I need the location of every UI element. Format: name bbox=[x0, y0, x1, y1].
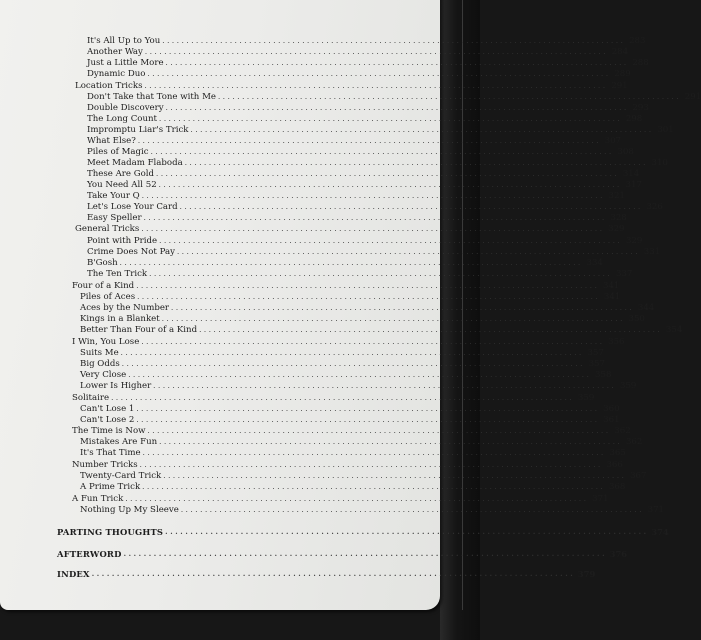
dot-leader: ................................................................................................ bbox=[144, 48, 609, 56]
chapter-page: 374 bbox=[651, 527, 669, 537]
entry-page: 368 bbox=[608, 482, 626, 492]
dot-leader: ................................................................................................ bbox=[121, 360, 585, 368]
section-title: General Tricks bbox=[75, 224, 140, 234]
dot-leader: ................................................................................................ bbox=[136, 405, 600, 413]
section-title: Four of a Kind bbox=[72, 281, 135, 291]
entry-title: Very Close bbox=[80, 370, 127, 380]
entry-title: Piles of Magic bbox=[87, 147, 149, 157]
entry-page: 289 bbox=[614, 69, 631, 79]
dot-leader: ................................................................................................ bbox=[162, 37, 626, 45]
entry-title: Mistakes Are Fun bbox=[80, 437, 158, 447]
entry-title: Kings in a Blanket bbox=[80, 314, 160, 324]
dot-leader: ................................................................................................ bbox=[137, 137, 602, 145]
dot-leader: ................................................................................................ bbox=[137, 293, 601, 301]
entry-page: 359 bbox=[619, 381, 637, 391]
entry-page: 329 bbox=[625, 236, 643, 246]
entry-title: Easy Speller bbox=[87, 213, 142, 223]
dot-leader: ................................................................................................ bbox=[171, 304, 635, 312]
entry-page: 293 bbox=[632, 103, 649, 113]
dot-leader: ................................................................................................ bbox=[161, 315, 625, 323]
chapter-title: INDEX bbox=[57, 569, 90, 579]
dot-leader: ................................................................................................ bbox=[165, 527, 649, 536]
dot-leader: ................................................................................................ bbox=[141, 338, 605, 346]
entry-title: A Prime Trick bbox=[80, 482, 141, 492]
toc-entry bbox=[80, 446, 626, 458]
entry-page: 354 bbox=[665, 325, 683, 335]
section-title: The Time is Now bbox=[72, 426, 146, 436]
entry-title: Point with Pride bbox=[87, 236, 158, 246]
toc-section bbox=[75, 222, 625, 234]
section-page: 341 bbox=[603, 281, 620, 291]
dot-leader: ................................................................................................ bbox=[176, 248, 641, 256]
entry-title: The Long Count bbox=[87, 114, 158, 124]
entry-title: Just a Little More bbox=[87, 58, 164, 68]
dot-leader: ................................................................................................ bbox=[184, 159, 648, 167]
section-title: I Win, You Lose bbox=[72, 337, 140, 347]
section-title: A Fun Trick bbox=[72, 494, 124, 504]
entry-page: 360 bbox=[603, 404, 620, 414]
entry-title: Nothing Up My Sleeve bbox=[80, 505, 179, 515]
dot-leader: ................................................................................................ bbox=[144, 82, 608, 90]
entry-page: 328 bbox=[610, 213, 627, 223]
section-page: 329 bbox=[608, 224, 625, 234]
entry-title: Better Than Four of a Kind bbox=[80, 325, 198, 335]
dot-leader: ................................................................................................ bbox=[142, 449, 606, 457]
dot-leader: ................................................................................................ bbox=[163, 472, 627, 480]
entry-page: 301 bbox=[657, 125, 674, 135]
entry-title: The Ten Trick bbox=[87, 269, 148, 279]
entry-page: 298 bbox=[625, 114, 643, 124]
dot-leader: ................................................................................................ bbox=[147, 70, 611, 78]
dot-leader: ................................................................................................ bbox=[150, 148, 614, 156]
toc-entry bbox=[80, 503, 665, 515]
dot-leader: ................................................................................................ bbox=[159, 438, 623, 446]
section-title: Solitaire bbox=[72, 393, 110, 403]
dot-leader: ................................................................................................ bbox=[147, 427, 611, 435]
toc-entry bbox=[80, 323, 683, 335]
entry-title: Don't Take that Tone with Me bbox=[87, 92, 216, 102]
section-page: 362 bbox=[614, 426, 631, 436]
section-page: 359 bbox=[577, 393, 595, 403]
entry-title: Twenty-Card Trick bbox=[80, 471, 162, 481]
dot-leader: ................................................................................................ bbox=[179, 203, 643, 211]
dot-leader: ................................................................................................ bbox=[217, 93, 682, 101]
entry-page: 344 bbox=[637, 303, 655, 313]
dot-leader: ................................................................................................ bbox=[199, 326, 663, 334]
entry-title: Suits Me bbox=[80, 348, 119, 358]
entry-page: 326 bbox=[646, 202, 663, 212]
section-title: Number Tricks bbox=[72, 460, 138, 470]
entry-title: Piles of Aces bbox=[80, 292, 136, 302]
dot-leader: ................................................................................................ bbox=[142, 483, 606, 491]
toc-entry bbox=[87, 67, 631, 79]
section-page: 356 bbox=[608, 337, 625, 347]
chapter-page: 376 bbox=[609, 549, 628, 559]
dot-leader: ................................................................................................ bbox=[111, 394, 575, 402]
entry-page: 317 bbox=[625, 180, 642, 190]
dot-leader: ................................................................................................ bbox=[136, 416, 600, 424]
entry-title: B'Gosh bbox=[87, 258, 118, 268]
entry-title: It's All Up to You bbox=[87, 36, 161, 46]
entry-page: 331 bbox=[643, 247, 661, 257]
toc-chapter bbox=[57, 567, 596, 579]
entry-page: 361 bbox=[603, 415, 620, 425]
section-page: 366 bbox=[606, 460, 623, 470]
entry-title: What Else? bbox=[87, 136, 136, 146]
section-page: 371 bbox=[592, 494, 609, 504]
entry-page: 321 bbox=[608, 191, 625, 201]
dot-leader: ................................................................................................ bbox=[139, 461, 603, 469]
entry-page: 367 bbox=[630, 471, 647, 481]
entry-page: 350 bbox=[628, 314, 645, 324]
entry-title: Can't Lose 2 bbox=[80, 415, 135, 425]
entry-title: Big Odds bbox=[80, 359, 120, 369]
entry-page: 357 bbox=[587, 348, 604, 358]
entry-title: You Need All 52 bbox=[87, 180, 157, 190]
entry-page: 284 bbox=[611, 47, 629, 57]
chapter-title: AFTERWORD bbox=[57, 549, 122, 559]
dot-leader: ................................................................................................ bbox=[123, 549, 608, 558]
entry-page: 307 bbox=[604, 136, 622, 146]
dot-leader: ................................................................................................ bbox=[165, 104, 629, 112]
entry-title: These Are Gold bbox=[87, 169, 155, 179]
dot-leader: ................................................................................................ bbox=[119, 259, 583, 267]
section-page: 291 bbox=[611, 81, 628, 91]
entry-title: It's That Time bbox=[80, 448, 141, 458]
dot-leader: ................................................................................................ bbox=[159, 237, 623, 245]
entry-title: Meet Madam Flaboda bbox=[87, 158, 183, 168]
entry-page: 337 bbox=[615, 269, 633, 279]
dot-leader: ................................................................................................ bbox=[128, 371, 592, 379]
entry-page: 283 bbox=[629, 36, 646, 46]
dot-leader: ................................................................................................ bbox=[141, 192, 605, 200]
chapter-title: PARTING THOUGHTS bbox=[57, 527, 164, 537]
toc-chapter bbox=[57, 547, 628, 559]
entry-page: 334 bbox=[586, 258, 603, 268]
entry-page: 362 bbox=[625, 437, 643, 447]
toc-entry bbox=[87, 267, 633, 279]
entry-title: Impromptu Liar's Trick bbox=[87, 125, 189, 135]
dot-leader: ................................................................................................ bbox=[190, 126, 654, 134]
toc-entry bbox=[80, 379, 637, 391]
entry-page: 288 bbox=[632, 58, 649, 68]
toc-entry bbox=[80, 480, 626, 492]
entry-page: 308 bbox=[617, 147, 634, 157]
toc-chapter bbox=[57, 525, 669, 537]
entry-title: Aces by the Number bbox=[80, 303, 170, 313]
entry-page: 371 bbox=[647, 505, 665, 515]
entry-title: Double Discovery bbox=[87, 103, 164, 113]
entry-title: Let's Lose Your Card bbox=[87, 202, 178, 212]
entry-title: Another Way bbox=[87, 47, 143, 57]
dot-leader: ................................................................................................ bbox=[158, 181, 622, 189]
entry-page: 310 bbox=[651, 158, 668, 168]
entry-title: Take Your Q bbox=[87, 191, 140, 201]
entry-page: 365 bbox=[609, 448, 626, 458]
entry-page: 341 bbox=[603, 292, 621, 302]
dot-leader: ................................................................................................ bbox=[141, 225, 605, 233]
entry-page: 358 bbox=[595, 370, 612, 380]
dot-leader: ................................................................................................ bbox=[165, 59, 629, 67]
dot-leader: ................................................................................................ bbox=[159, 115, 623, 123]
entry-page: 357 bbox=[588, 359, 605, 369]
entry-page: 314 bbox=[622, 169, 640, 179]
dot-leader: ................................................................................................ bbox=[125, 495, 589, 503]
dot-leader: ................................................................................................ bbox=[136, 282, 600, 290]
entry-title: Lower Is Higher bbox=[80, 381, 152, 391]
entry-title: Dynamic Duo bbox=[87, 69, 146, 79]
dot-leader: ................................................................................................ bbox=[156, 170, 620, 178]
entry-title: Can't Lose 1 bbox=[80, 404, 135, 414]
dot-leader: ................................................................................................ bbox=[143, 214, 607, 222]
section-title: Location Tricks bbox=[75, 81, 143, 91]
dot-leader: ................................................................................................ bbox=[120, 349, 584, 357]
dot-leader: ................................................................................................ bbox=[180, 506, 645, 514]
entry-title: Crime Does Not Pay bbox=[87, 247, 175, 257]
entry-page: 291 bbox=[684, 92, 701, 102]
dot-leader: ................................................................................................ bbox=[91, 569, 576, 578]
chapter-page: 379 bbox=[577, 569, 596, 579]
dot-leader: ................................................................................................ bbox=[149, 270, 613, 278]
dot-leader: ................................................................................................ bbox=[153, 382, 617, 390]
